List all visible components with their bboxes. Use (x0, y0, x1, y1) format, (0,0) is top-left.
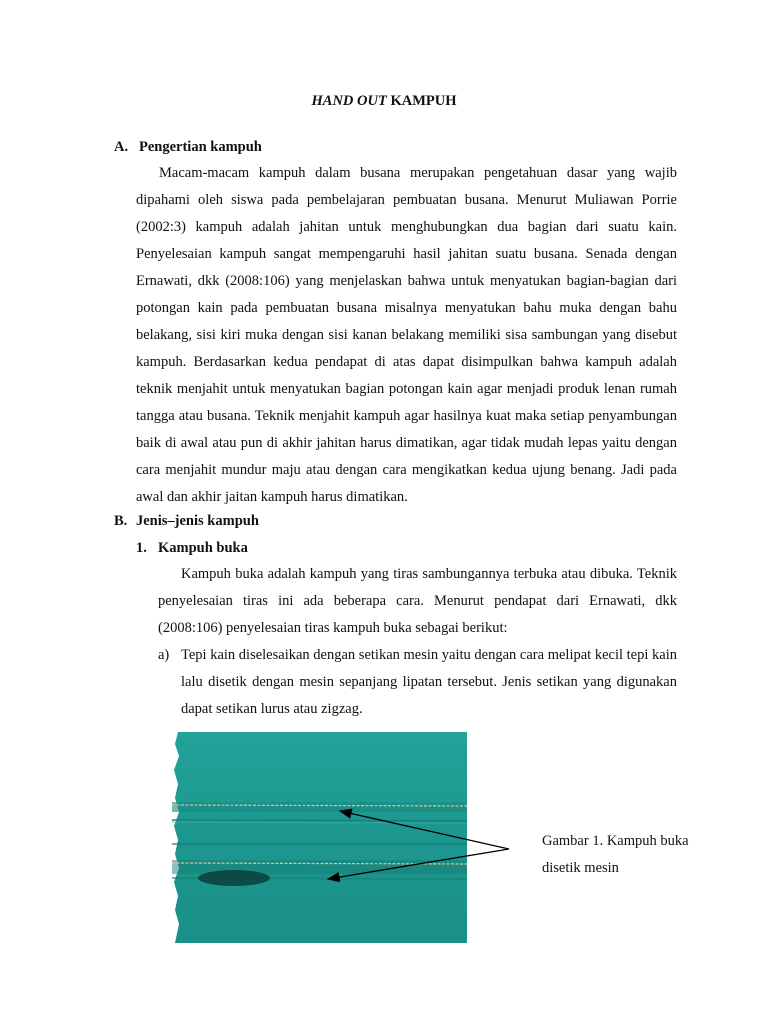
subsection-1-title: Kampuh buka (158, 540, 248, 556)
title-rest: KAMPUH (386, 93, 457, 109)
subsection-1-heading (136, 539, 248, 558)
seam-band-top (172, 802, 467, 812)
section-b-marker: B. (114, 513, 128, 529)
list-item-a-label: a) (158, 647, 170, 663)
section-a-paragraph: Macam-macam kampuh dalam busana merupakan pengetahuan dasar yang wajib dipahami oleh siswa pada pembelajaran pembuatan busana. Menurut Muliawan Porrie (2002:3) kampuh adalah jahitan untuk menghubungkan dua bagian dari suatu kain. Penyelesaian kampuh sangat mempengaruhi hasil jahitan suatu busana. Senada dengan Ernawati, dkk (2008:106) yang menjelaskan bahwa untuk menyatukan bagian-bagian dari potongan kain pada pembuatan busana misalnya menyatukan bahu muka dengan bahu belakang, sisi kiri muka dengan sisi kanan belakang memiliki sisa sambungan yang disebut kampuh. Berdasarkan kedua pendapat di atas dapat disimpulkan bahwa kampuh adalah teknik menjahit untuk menyatukan bagian potongan kain agar menjadi produk lenan rumah tangga atau busana. Teknik menjahit kampuh agar hasilnya kuat maka setiap penyambungan baik di awal atau pun di akhir jahitan harus dimatikan, agar tidak mudah lepas yaitu dengan cara menjahit mundur maju atau dengan cara mengikatkan kedua ujung benang. Jadi pada awal dan akhir jaitan kampuh harus dimatikan. (136, 165, 677, 505)
subsection-1-marker: 1. (136, 540, 147, 556)
section-a-heading (114, 138, 262, 157)
fold-line-top (172, 820, 467, 821)
fabric-illustration (172, 732, 467, 943)
section-a-marker: A. (114, 139, 129, 155)
section-a-title: Pengertian kampuh (139, 139, 262, 155)
fabric-background (172, 732, 467, 943)
fabric-shadow (198, 870, 270, 886)
section-b-title: Jenis–jenis kampuh (136, 513, 259, 529)
list-item-a (158, 642, 677, 723)
fabric-photo (172, 732, 467, 943)
document-title (0, 93, 768, 110)
list-item-a-text: Tepi kain diselesaikan dengan setikan mesin yaitu dengan cara melipat kecil tepi kain lalu disetik dengan mesin sepanjang lipatan tersebut. Jenis setikan yang digunakan dapat setikan lurus atau zigzag. (181, 647, 677, 717)
figure-caption: Gambar 1. Kampuh buka disetik mesin (542, 833, 689, 876)
section-b-heading (114, 512, 259, 531)
title-italic: HAND OUT (311, 93, 387, 109)
subsection-1-paragraph: Kampuh buka adalah kampuh yang tiras sambungannya terbuka atau dibuka. Teknik penyelesaian tiras ini ada beberapa cara. Menurut pendapat dari Ernawati, dkk (2008:106) penyelesaian tiras kampuh buka sebagai berikut: (158, 566, 677, 636)
